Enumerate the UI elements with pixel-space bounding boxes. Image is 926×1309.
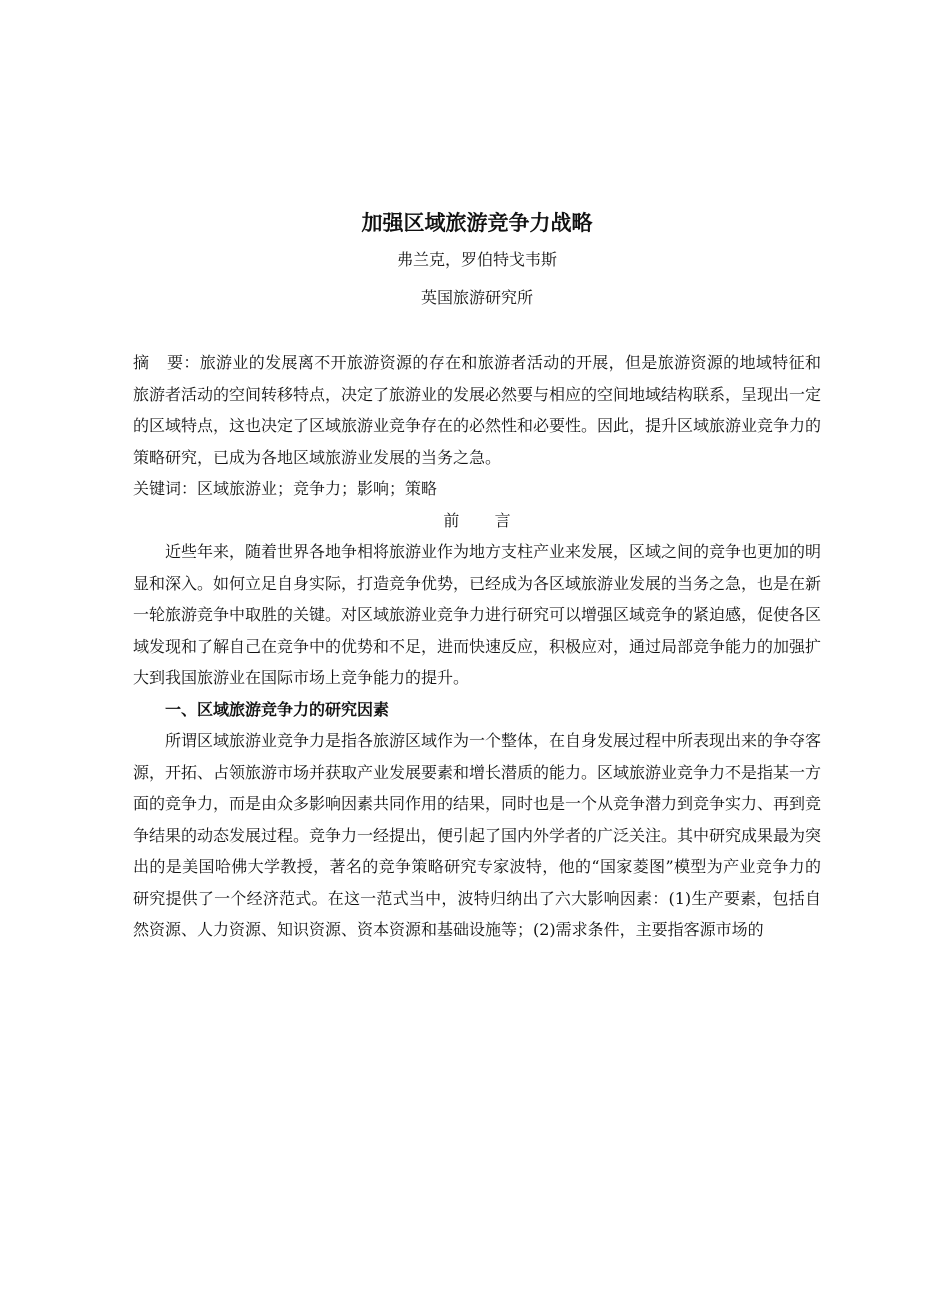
preface-heading: 前言: [443, 510, 546, 530]
abstract-label-second: 要：: [166, 353, 200, 372]
abstract: [133, 347, 821, 473]
preface-paragraph: 近些年来，随着世界各地争相将旅游业作为地方支柱产业来发展，区域之间的竞争也更加的明显和深入。如何立足自身实际，打造竞争优势，已经成为各区域旅游业发展的当务之急，也是在新一轮旅游竞争中取胜的关键。对区域旅游业竞争力进行研究可以增强区域竞争的紧迫感，促使各区域发现和了解自己在竞争中的优势和不足，进而快速反应，积极应对，通过局部竞争能力的加强扩大到我国旅游业在国际市场上竞争能力的提升。: [133, 542, 822, 687]
section-1-paragraph: 所谓区域旅游业竞争力是指各旅游区域作为一个整体，在自身发展过程中所表现出来的争夺客源，开拓、占领旅游市场并获取产业发展要素和增长潜质的能力。区域旅游业竞争力不是指某一方面的竞争力，而是由众多影响因素共同作用的结果，同时也是一个从竞争潜力到竞争实力、再到竞争结果的动态发展过程。竞争力一经提出，便引起了国内外学者的广泛关注。其中研究成果最为突出的是美国哈佛大学教授，著名的竞争策略研究专家波特，他的“国家菱图”模型为产业竞争力的研究提供了一个经济范式。在这一范式当中，波特归纳出了六大影响因素：(1)生产要素，包括自然资源、人力资源、知识资源、资本资源和基础设施等；(2)需求条件，主要指客源市场的: [133, 731, 822, 939]
paper-title: 加强区域旅游竞争力战略: [361, 211, 593, 235]
abstract-label-first: 摘: [133, 353, 167, 372]
keywords: 关键词：区域旅游业；竞争力；影响；策略: [133, 479, 438, 498]
paper-body: [133, 205, 821, 946]
section-1-heading: 一、区域旅游竞争力的研究因素: [165, 699, 390, 719]
paper-affiliation: 英国旅游研究所: [420, 288, 533, 307]
paper-authors: 弗兰克，罗伯特戈韦斯: [396, 250, 557, 269]
abstract-text: 旅游业的发展离不开旅游资源的存在和旅游者活动的开展，但是旅游资源的地域特征和旅游者活动的空间转移特点，决定了旅游业的发展必然要与相应的空间地域结构联系，呈现出一定的区域特点，这也决定了区域旅游业竞争存在的必然性和必要性。因此，提升区域旅游业竞争力的策略研究，已成为各地区域旅游业发展的当务之急。: [133, 353, 822, 467]
